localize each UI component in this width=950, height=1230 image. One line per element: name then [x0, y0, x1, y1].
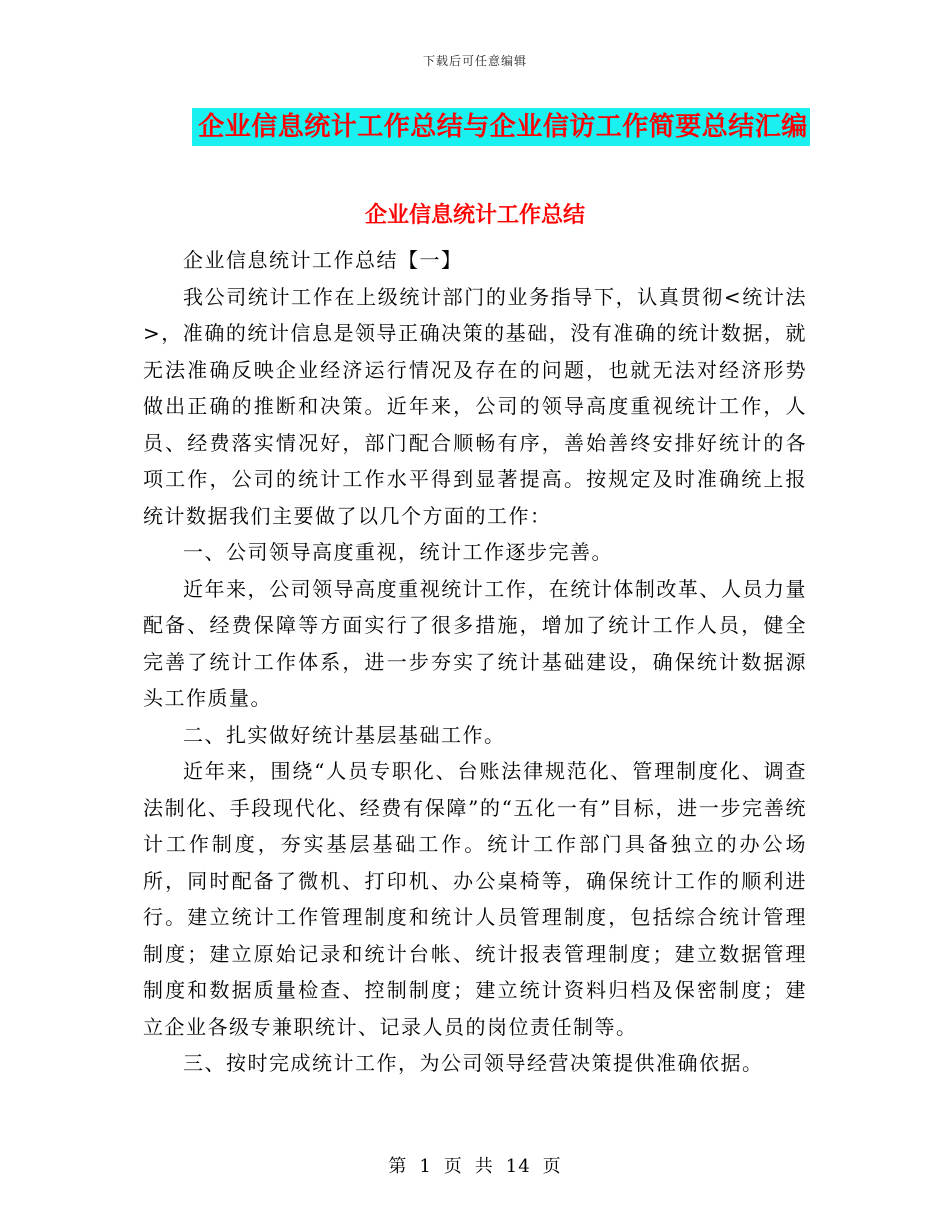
header-note: 下载后可任意编辑 — [422, 54, 527, 68]
paragraph-heading-one: 企业信息统计工作总结【一】 — [183, 248, 463, 272]
document-title: 企业信息统计工作总结与企业信访工作简要总结汇编 — [192, 108, 810, 146]
paragraph-point-three: 三、按时完成统计工作，为公司领导经营决策提供准确依据。 — [183, 1051, 764, 1075]
main-title-wrap — [0, 108, 950, 146]
document-body — [143, 242, 807, 1082]
paragraph-point-two-body: 近年来，围绕“人员专职化、台账法律规范化、管理制度化、调查法制化、手段现代化、经费有保障”的“五化一有”目标，进一步完善统计工作制度，夯实基层基础工作。统计工作部门具备独立的办公场所，同时配备了微机、打印机、办公桌椅等，确保统计工作的顺利进行。建立统计工作管理制度和统计人员管理制度，包括综合统计管理制度；建立原始记录和统计台帐、统计报表管理制度；建立数据管理制度和数据质量检查、控制制度；建立统计资料归档及保密制度；建立企业各级专兼职统计、记录人员的岗位责任制等。 — [143, 759, 807, 1039]
paragraph-point-one-body: 近年来，公司领导高度重视统计工作，在统计体制改革、人员力量配备、经费保障等方面实行了很多措施，增加了统计工作人员，健全完善了统计工作体系，进一步夯实了统计基础建设，确保统计数据源头工作质量。 — [143, 576, 807, 710]
paragraph-point-two: 二、扎实做好统计基层基础工作。 — [183, 722, 506, 747]
page-total: 14 — [505, 1156, 531, 1177]
page-current: 1 — [419, 1156, 432, 1177]
page-label-total-prefix: 共 — [474, 1156, 494, 1177]
page-label-mid: 页 — [443, 1156, 463, 1177]
page-footer — [0, 1152, 950, 1178]
paragraph-intro: 我公司统计工作在上级统计部门的业务指导下，认真贯彻<统计法>，准确的统计信息是领导正确决策的基础，没有准确的统计数据，就无法准确反映企业经济运行情况及存在的问题，也就无法对经济形势做出正确的推断和决策。近年来，公司的领导高度重视统计工作，人员、经费落实情况好，部门配合顺畅有序，善始善终安排好统计的各项工作，公司的统计工作水平得到显著提高。按规定及时准确统上报统计数据我们主要做了以几个方面的工作： — [143, 284, 807, 528]
paragraph-point-one: 一、公司领导高度重视，统计工作逐步完善。 — [183, 540, 613, 564]
page-label-prefix: 第 — [388, 1156, 408, 1177]
section-title: 企业信息统计工作总结 — [364, 203, 585, 228]
page-label-suffix: 页 — [542, 1156, 562, 1177]
